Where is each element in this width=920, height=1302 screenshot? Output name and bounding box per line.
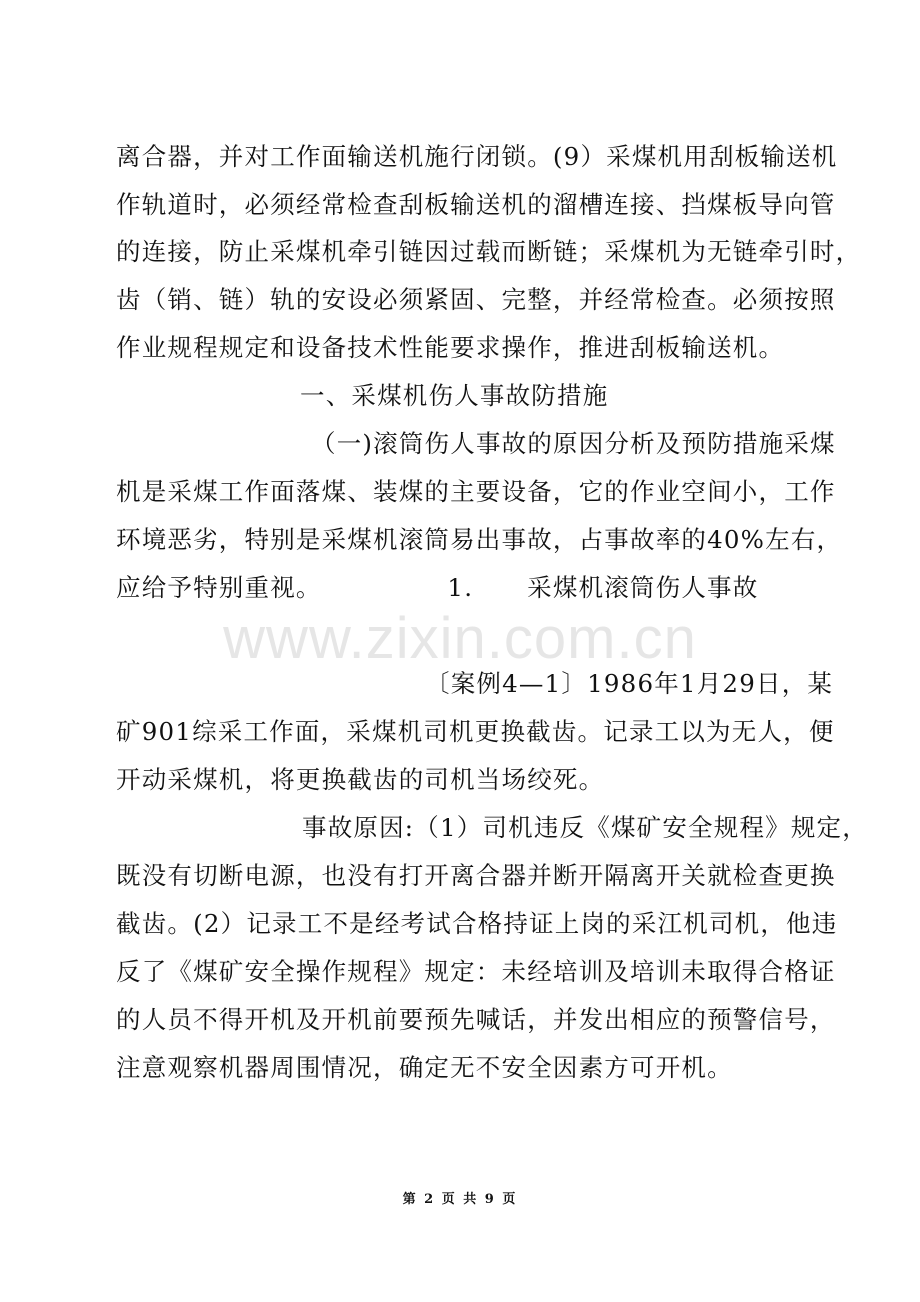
body-line-1: 离合器，并对工作面输送机施行闭锁。(9）采煤机用刮板输送机	[116, 142, 838, 171]
body-line-4: 齿（销、链）轨的安设必须紧固、完整，并经常检查。必须按照	[116, 285, 836, 314]
body-line-2: 作轨道时，必须经常检查刮板输送机的溜槽连接、挡煤板导向管	[116, 190, 836, 219]
body-line-15: 既没有切断电源，也没有打开离合器并断开隔离开关就检查更换	[116, 861, 836, 890]
body-line-10: 应给予特别重视。 1. 采煤机滚筒伤人事故	[116, 573, 759, 602]
body-line-18: 的人员不得开机及开机前要预先喊话，并发出相应的预警信号，	[116, 1005, 836, 1034]
body-line-13: 开动采煤机，将更换截齿的司机当场绞死。	[116, 765, 605, 794]
body-line-19: 注意观察机器周围情况，确定无不安全因素方可开机。	[116, 1053, 733, 1082]
section-heading: 一、采煤机伤人事故防措施	[300, 381, 609, 410]
body-line-3: 的连接，防止采煤机牵引链因过载而断链；采煤机为无链牵引时，	[116, 237, 862, 266]
body-line-17: 反了《煤矿安全操作规程》规定：未经培训及培训未取得合格证	[116, 957, 836, 986]
body-line-9: 环境恶劣，特别是采煤机滚筒易出事故，占事故率的40%左右，	[116, 525, 843, 554]
cause-heading: 事故原因:（1）司机违反《煤矿安全规程》规定，	[302, 813, 868, 842]
body-line-16: 截齿。(2）记录工不是经考试合格持证上岗的采江机司机，他违	[116, 909, 838, 938]
body-line-12: 矿901综采工作面，采煤机司机更换截齿。记录工以为无人，便	[116, 717, 835, 746]
case-heading: 〔案例4—1〕1986年1月29日，某	[425, 669, 834, 698]
page-footer: 第 2 页 共 9 页	[402, 1192, 518, 1207]
body-line-5: 作业规程规定和设备技术性能要求操作，推进刮板输送机。	[116, 333, 785, 362]
watermark: www.zixin.com.cn	[223, 606, 697, 671]
body-line-8: 机是采煤工作面落煤、装煤的主要设备，它的作业空间小，工作	[116, 477, 836, 506]
subsection-heading: （一)滚筒伤人事故的原因分析及预防措施采煤	[311, 429, 836, 458]
